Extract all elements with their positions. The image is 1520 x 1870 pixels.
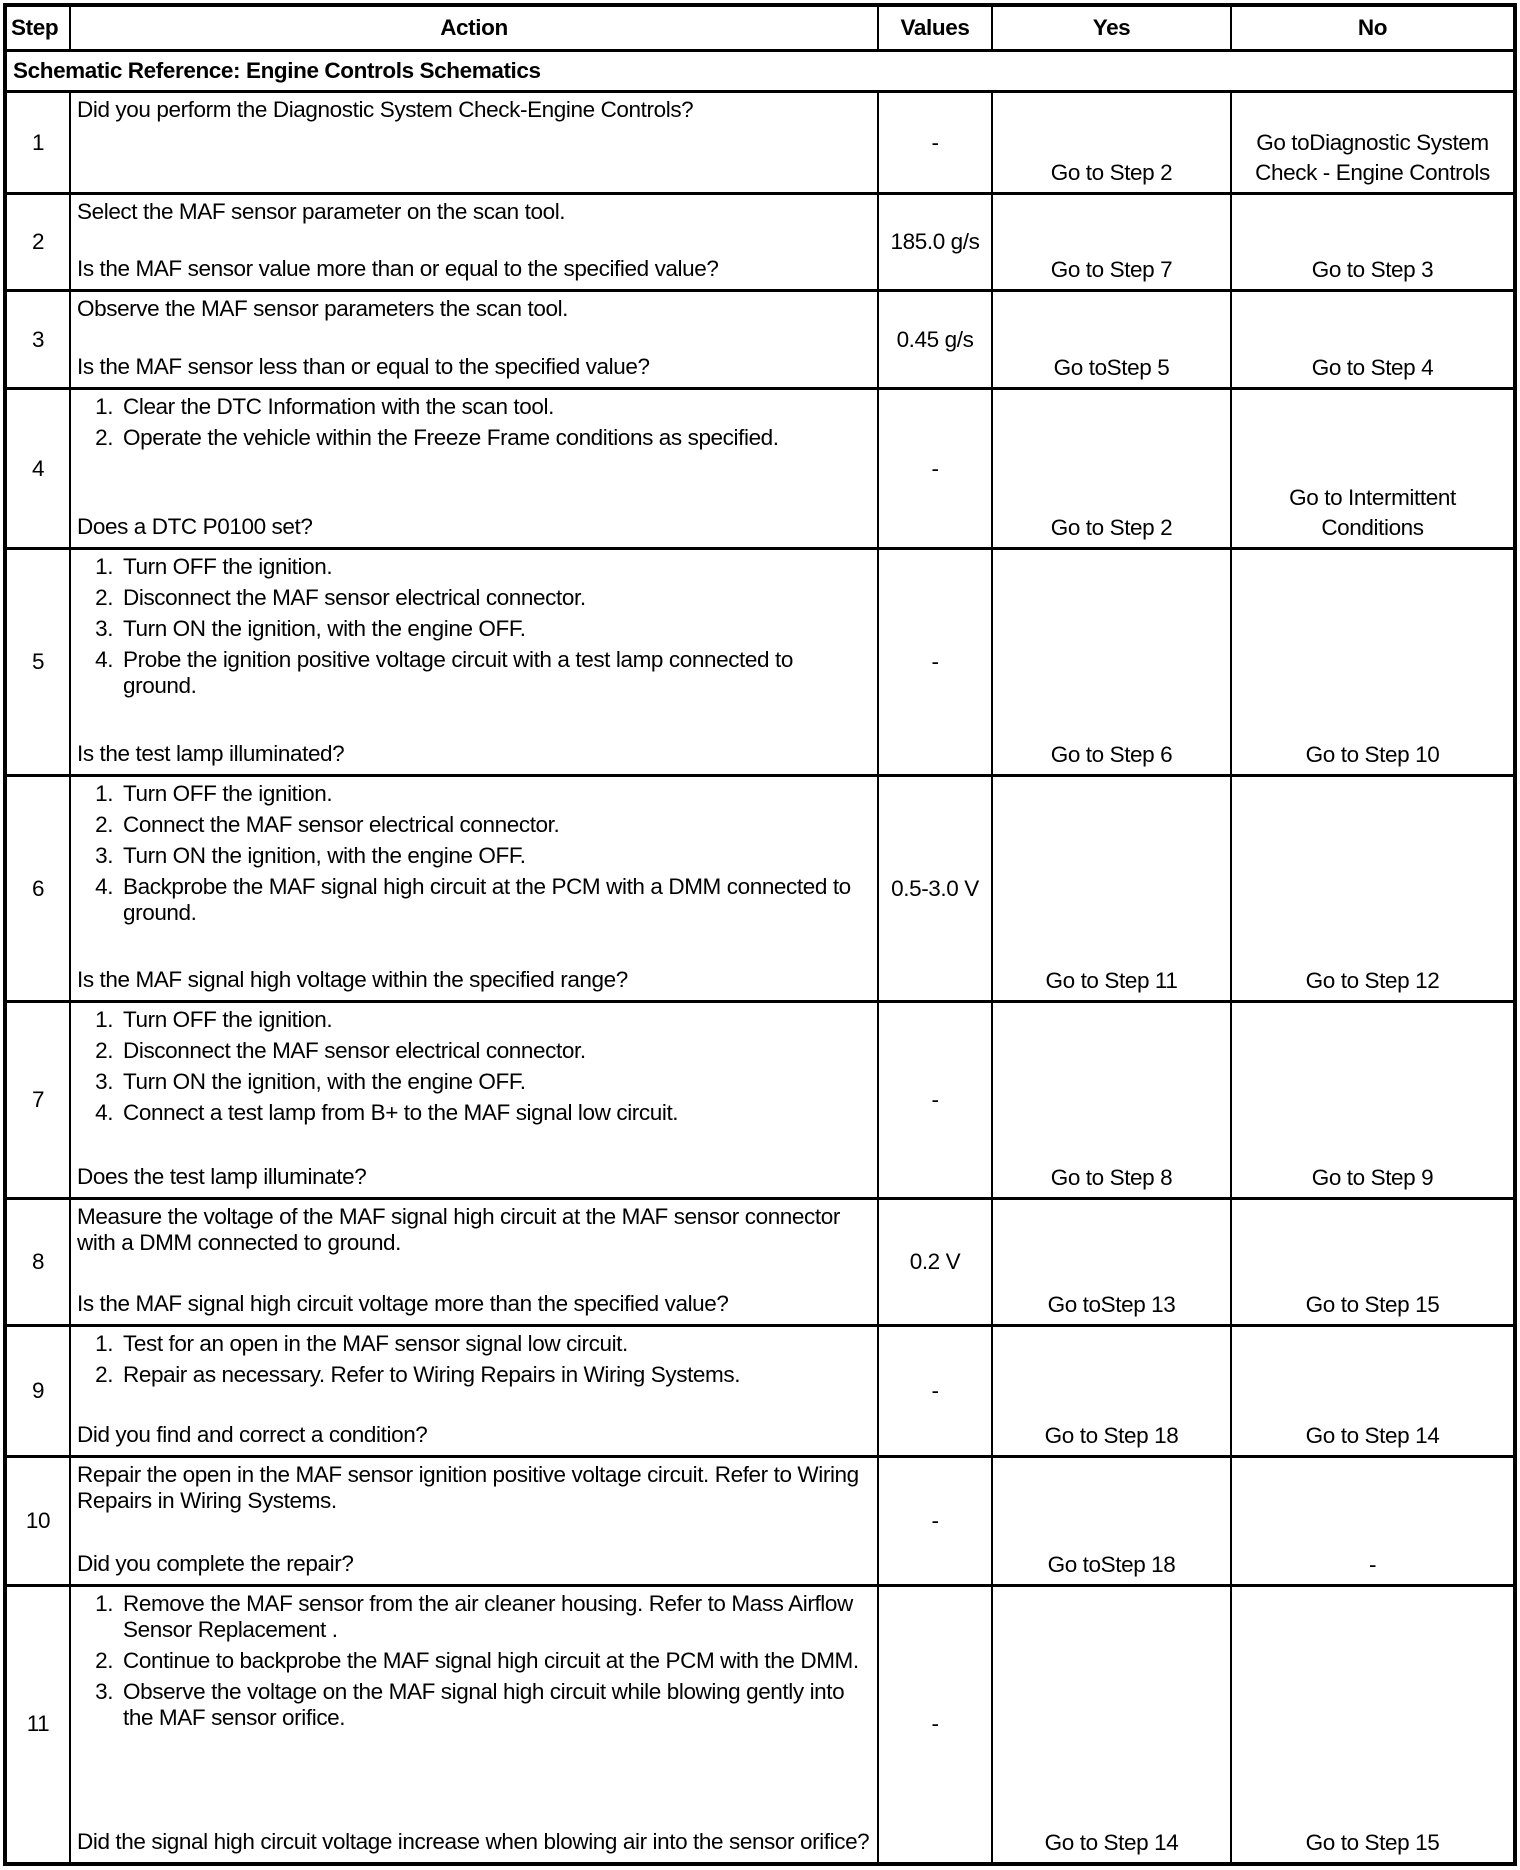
table-row [5, 1586, 1515, 1864]
action-step-item: 4. Backprobe the MAF signal high circuit at the PCM with a DMM connected to ground. [119, 874, 871, 926]
action-step-item: 2. Disconnect the MAF sensor electrical connector. [119, 1038, 871, 1064]
step-number: 1 [5, 92, 70, 194]
action-step-item: 1. Clear the DTC Information with the scan tool. [119, 394, 871, 420]
yes-link[interactable]: Go to Step 2 [992, 92, 1231, 194]
action-step-item: 1. Turn OFF the ignition. [119, 554, 871, 580]
value-cell: 0.2 V [878, 1199, 992, 1326]
action-cell [70, 549, 878, 776]
action-cell [70, 92, 878, 194]
table-row [5, 1199, 1515, 1326]
action-question: Did the signal high circuit voltage increase when blowing air into the sensor orifice? [77, 1829, 870, 1854]
action-steps [77, 1331, 871, 1393]
step-number: 7 [5, 1002, 70, 1199]
value-cell: 0.45 g/s [878, 291, 992, 389]
value-cell: - [878, 389, 992, 549]
no-link[interactable]: Go to Step 14 [1231, 1326, 1515, 1457]
yes-link[interactable]: Go to Step 11 [992, 776, 1231, 1002]
action-cell [70, 194, 878, 291]
table-row [5, 1002, 1515, 1199]
yes-link[interactable]: Go to Step 7 [992, 194, 1231, 291]
no-link[interactable]: Go to Step 9 [1231, 1002, 1515, 1199]
header-action: Action [70, 5, 878, 51]
no-link[interactable]: Go to Step 4 [1231, 291, 1515, 389]
value-cell: - [878, 1002, 992, 1199]
action-step-item: 3. Turn ON the ignition, with the engine OFF. [119, 1069, 871, 1095]
yes-link[interactable]: Go to Step 6 [992, 549, 1231, 776]
yes-link[interactable]: Go to Step 8 [992, 1002, 1231, 1199]
action-cell [70, 1326, 878, 1457]
action-question: Did you find and correct a condition? [77, 1422, 428, 1447]
value-cell: 0.5-3.0 V [878, 776, 992, 1002]
action-cell [70, 1199, 878, 1326]
yes-link[interactable]: Go toStep 5 [992, 291, 1231, 389]
action-text: Select the MAF sensor parameter on the scan tool. [77, 199, 566, 224]
no-link[interactable]: Go toDiagnostic System Check - Engine Controls [1231, 92, 1515, 194]
yes-link[interactable]: Go to Step 14 [992, 1586, 1231, 1864]
no-link[interactable]: Go to Step 10 [1231, 549, 1515, 776]
diagnostic-table [3, 3, 1517, 1866]
step-number: 8 [5, 1199, 70, 1326]
action-steps [77, 781, 871, 931]
action-text: Repair the open in the MAF sensor ignition positive voltage circuit. Refer to Wiring Repairs in Wiring Systems. [77, 1462, 859, 1513]
action-step-item: 1. Remove the MAF sensor from the air cleaner housing. Refer to Mass Airflow Sensor Replacement . [119, 1591, 871, 1643]
step-number: 5 [5, 549, 70, 776]
action-step-item: 1. Test for an open in the MAF sensor signal low circuit. [119, 1331, 871, 1357]
action-question: Is the MAF sensor less than or equal to the specified value? [77, 354, 650, 379]
action-step-item: 2. Repair as necessary. Refer to Wiring Repairs in Wiring Systems. [119, 1362, 871, 1388]
action-text: Did you perform the Diagnostic System Check-Engine Controls? [77, 97, 694, 122]
action-question: Did you complete the repair? [77, 1551, 354, 1576]
action-cell [70, 776, 878, 1002]
step-number: 10 [5, 1457, 70, 1586]
step-number: 3 [5, 291, 70, 389]
table-row [5, 776, 1515, 1002]
action-steps [77, 394, 871, 456]
action-step-item: 1. Turn OFF the ignition. [119, 1007, 871, 1033]
table-row [5, 291, 1515, 389]
action-cell [70, 389, 878, 549]
action-cell [70, 291, 878, 389]
no-link[interactable]: Go to Step 12 [1231, 776, 1515, 1002]
action-step-item: 1. Turn OFF the ignition. [119, 781, 871, 807]
no-link[interactable]: Go to Step 3 [1231, 194, 1515, 291]
schematic-reference: Schematic Reference: Engine Controls Schematics [5, 51, 1515, 92]
no-link[interactable]: Go to Step 15 [1231, 1586, 1515, 1864]
no-link[interactable]: Go to Step 15 [1231, 1199, 1515, 1326]
table-row [5, 92, 1515, 194]
step-number: 6 [5, 776, 70, 1002]
action-step-item: 2. Operate the vehicle within the Freeze Frame conditions as specified. [119, 425, 871, 451]
header-no: No [1231, 5, 1515, 51]
action-step-item: 2. Connect the MAF sensor electrical connector. [119, 812, 871, 838]
table-row [5, 194, 1515, 291]
action-steps [77, 1591, 871, 1736]
header-step: Step [5, 5, 70, 51]
step-number: 11 [5, 1586, 70, 1864]
action-step-item: 3. Turn ON the ignition, with the engine OFF. [119, 616, 871, 642]
yes-link[interactable]: Go to Step 2 [992, 389, 1231, 549]
action-question: Is the MAF sensor value more than or equal to the specified value? [77, 256, 719, 281]
table-row [5, 549, 1515, 776]
action-question: Does the test lamp illuminate? [77, 1164, 367, 1189]
action-question: Is the MAF signal high circuit voltage more than the specified value? [77, 1291, 729, 1316]
action-step-item: 4. Probe the ignition positive voltage circuit with a test lamp connected to ground. [119, 647, 871, 699]
action-steps [77, 1007, 871, 1131]
table-row [5, 1326, 1515, 1457]
header-yes: Yes [992, 5, 1231, 51]
action-text: Observe the MAF sensor parameters the scan tool. [77, 296, 569, 321]
no-link[interactable]: Go to Intermittent Conditions [1231, 389, 1515, 549]
schematic-reference-row [5, 51, 1515, 92]
action-steps [77, 554, 871, 704]
action-question: Is the test lamp illuminated? [77, 741, 345, 766]
action-question: Does a DTC P0100 set? [77, 514, 313, 539]
value-cell: - [878, 1457, 992, 1586]
action-step-item: 3. Turn ON the ignition, with the engine OFF. [119, 843, 871, 869]
value-cell: - [878, 1326, 992, 1457]
yes-link[interactable]: Go toStep 13 [992, 1199, 1231, 1326]
action-cell [70, 1002, 878, 1199]
action-cell [70, 1586, 878, 1864]
table-row [5, 389, 1515, 549]
value-cell: - [878, 92, 992, 194]
step-number: 4 [5, 389, 70, 549]
action-step-item: 3. Observe the voltage on the MAF signal high circuit while blowing gently into the MAF sensor orifice. [119, 1679, 871, 1731]
action-step-item: 2. Disconnect the MAF sensor electrical connector. [119, 585, 871, 611]
table-row [5, 1457, 1515, 1586]
yes-link[interactable]: Go toStep 18 [992, 1457, 1231, 1586]
header-values: Values [878, 5, 992, 51]
value-cell: 185.0 g/s [878, 194, 992, 291]
step-number: 2 [5, 194, 70, 291]
action-step-item: 2. Continue to backprobe the MAF signal high circuit at the PCM with the DMM. [119, 1648, 871, 1674]
action-cell [70, 1457, 878, 1586]
no-link[interactable]: - [1231, 1457, 1515, 1586]
yes-link[interactable]: Go to Step 18 [992, 1326, 1231, 1457]
action-step-item: 4. Connect a test lamp from B+ to the MAF signal low circuit. [119, 1100, 871, 1126]
step-number: 9 [5, 1326, 70, 1457]
value-cell: - [878, 549, 992, 776]
action-text: Measure the voltage of the MAF signal high circuit at the MAF sensor connector with a DMM connected to ground. [77, 1204, 840, 1255]
value-cell: - [878, 1586, 992, 1864]
header-row [5, 5, 1515, 51]
action-question: Is the MAF signal high voltage within the specified range? [77, 967, 628, 992]
